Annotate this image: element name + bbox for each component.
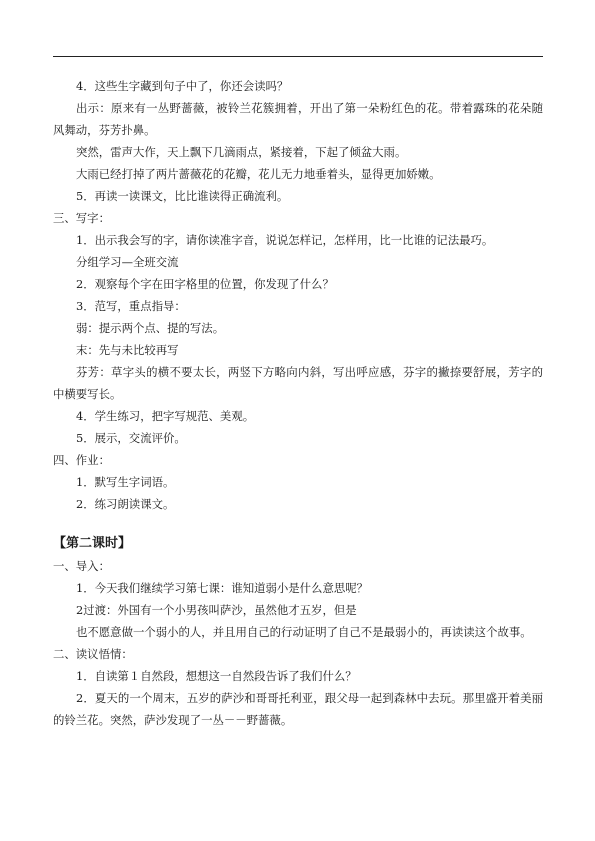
paragraph-line: 二、读议悟情： (53, 647, 133, 661)
paragraph-line: 5．再读一读课文，比比谁读得正确流利。 (76, 189, 289, 203)
paragraph-line: 三、写字： (53, 211, 110, 225)
paragraph-line: 一、导入： (53, 559, 110, 573)
lesson-heading: 【第二课时】 (53, 536, 132, 551)
paragraph-line: 大雨已经打掉了两片蔷薇花的花瓣，花儿无力地垂着头，显得更加娇嫩。 (76, 167, 441, 181)
paragraph-line: 也不愿意做一个弱小的人，并且用自己的行动证明了自己不是最弱小的，再读读这个故事。 (76, 625, 532, 639)
paragraph-line: 1．自读第１自然段，想想这一自然段告诉了我们什么？ (76, 669, 357, 683)
document-body (53, 75, 543, 731)
paragraph-line: 2．夏天的一个周末，五岁的萨沙和哥哥托利亚，跟父母一起到森林中去玩。那里盛开着美丽的铃兰花。突然，萨沙发现了一丛－－野蔷薇。 (53, 691, 543, 727)
paragraph-line: 芬芳：草字头的横不要太长，两竖下方略向内斜，写出呼应感，芬字的撇捺要舒展，芳字的中横要写长。 (53, 365, 543, 401)
paragraph-line: 4．学生练习，把字写规范、美观。 (76, 409, 255, 423)
paragraph-line: 1．出示我会写的字，请你读准字音，说说怎样记，怎样用，比一比谁的记法最巧。 (76, 233, 494, 247)
paragraph-line: 出示：原来有一丛野蔷薇，被铃兰花簇拥着，开出了第一朵粉红色的花。带着露珠的花朵随风舞动，芬芳扑鼻。 (53, 101, 543, 137)
paragraph-line: 3．范写，重点指导： (76, 299, 186, 313)
paragraph-line: 分组学习—全班交流 (76, 255, 179, 269)
paragraph-line: 四、作业： (53, 453, 110, 467)
paragraph-line: 突然，雷声大作，天上飘下几滴雨点，紧接着，下起了倾盆大雨。 (76, 145, 407, 159)
paragraph-line: 1．今天我们继续学习第七课：谁知道弱小是什么意思呢？ (76, 581, 369, 595)
paragraph-line: 2．观察每个字在田字格里的位置，你发现了什么？ (76, 277, 334, 291)
paragraph-line: 2过渡：外国有一个小男孩叫萨沙，虽然他才五岁，但是 (76, 603, 357, 617)
paragraph-line: 2．练习朗读课文。 (76, 497, 175, 511)
paragraph-line: 弱：提示两个点、提的写法。 (76, 321, 225, 335)
paragraph-line: 5．展示，交流评价。 (76, 431, 186, 445)
paragraph-line: 4．这些生字藏到句子中了，你还会读吗？ (76, 79, 289, 93)
paragraph-line: 末：先与未比较再写 (76, 343, 179, 357)
header-rule (53, 56, 543, 57)
paragraph-line: 1．默写生字词语。 (76, 475, 175, 489)
